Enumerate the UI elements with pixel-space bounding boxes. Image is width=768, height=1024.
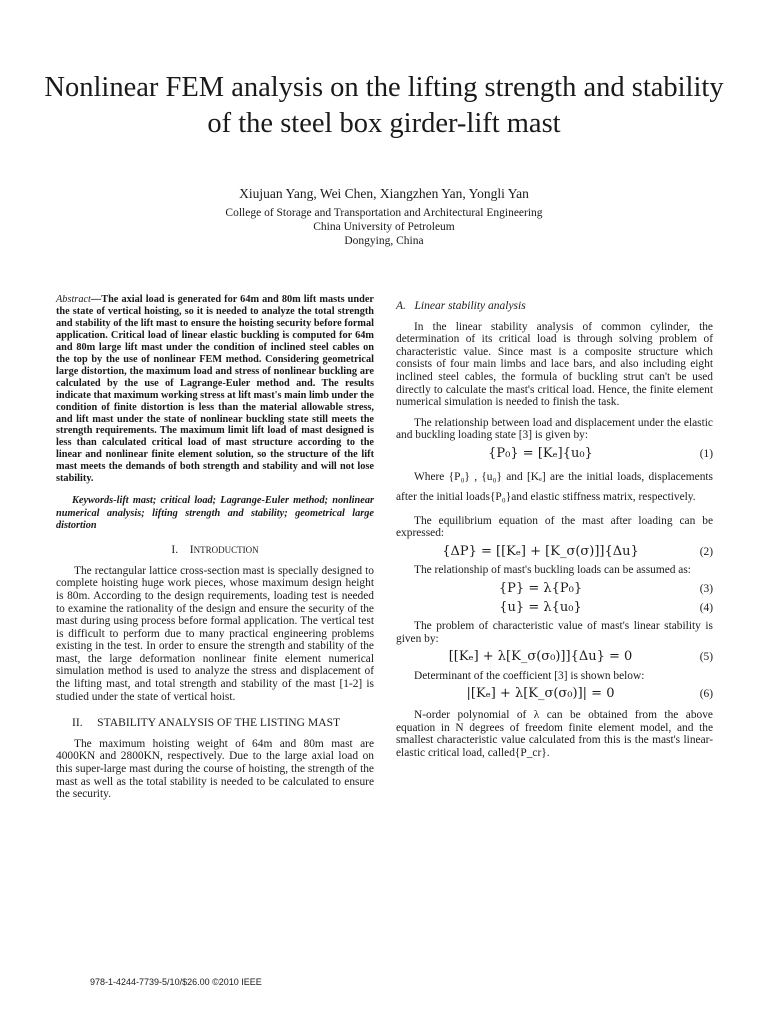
equation-1 xyxy=(396,445,713,461)
left-column xyxy=(56,294,374,801)
section-number: I. xyxy=(171,543,179,557)
body-paragraph: The problem of characteristic value of mast's linear stability is given by: xyxy=(396,620,713,645)
copyright-footer: 978-1-4244-7739-5/10/$26.00 ©2010 IEEE xyxy=(90,977,262,987)
equation-number: (4) xyxy=(699,601,713,614)
equation-expression: {P} = λ{P₀} xyxy=(498,580,583,596)
text-run: , xyxy=(469,470,482,483)
body-paragraph: The equilibrium equation of the mast after loading can be expressed: xyxy=(396,514,713,540)
equation-5 xyxy=(396,651,713,664)
math-inline: {P₀} xyxy=(448,470,470,483)
text-run: and xyxy=(501,470,527,483)
keywords: Keywords-lift mast; critical load; Lagrange-Euler method; nonlinear numerical analysis; lifting strength and stability; geometrical large distortion xyxy=(56,495,374,531)
paper-title: Nonlinear FEM analysis on the lifting strength and stability of the steel box girder-lift mast xyxy=(44,72,724,139)
author-list: Xiujuan Yang, Wei Chen, Xiangzhen Yan, Yongli Yan xyxy=(239,186,529,201)
equation-expression: [[Kₑ] + λ[K_σ(σ₀)]]{Δu} = 0 xyxy=(448,649,633,665)
right-column xyxy=(396,300,713,759)
affiliation-line: China University of Petroleum xyxy=(313,221,455,233)
equation-4 xyxy=(396,599,713,615)
section-number: II. xyxy=(72,716,83,730)
introduction-paragraph: The rectangular lattice cross-section mast is specially designed to complete hoisting huge work pieces, whose maximum design height is 80m. According to the design requirements, loading test is needed to examine the rationality of the design and ensure the security of the mast during using process before formal application. The vertical test is difficult to perform due to many practical engineering problems existing in the test. In order to ensure the strength and stability of the mast, the large deformation nonlinear finite element numerical simulation method is used to analyze the stress and displacement of the lifting mast, and total strength and stability of the mast [1-2] is studied under the state of vertical hoist. xyxy=(56,564,374,703)
affiliation-line: Dongying, China xyxy=(344,235,424,247)
abstract xyxy=(56,294,374,485)
equation-number: (2) xyxy=(699,545,713,558)
math-inline: [Kₑ] xyxy=(526,470,546,483)
body-paragraph: The relationship of mast's buckling loads can be assumed as: xyxy=(414,564,691,577)
section-initial: I xyxy=(189,543,194,557)
abstract-label: Abstract xyxy=(56,294,91,305)
affiliation-line: College of Storage and Transportation and Architectural Engineering xyxy=(225,207,543,219)
math-inline: {P₀} xyxy=(489,490,512,503)
body-paragraph: In the linear stability analysis of common cylinder, the determination of its critical load is through solving problem of characteristic value. Since mast is a composite structure which consists of four main limbs and lace bars, and also including eight inclined steel cables, the formula of buckling strut can't be used directly to calculate the mast's critical load. Hence, the finite element numerical simulation is needed to finish the task. xyxy=(396,320,713,409)
equation-number: (1) xyxy=(699,447,713,460)
subsection-title: Linear stability analysis xyxy=(414,300,526,312)
equation-number: (6) xyxy=(699,688,713,701)
body-paragraph: Determinant of the coefficient [3] is shown below: xyxy=(414,669,645,682)
stability-paragraph: The maximum hoisting weight of 64m and 80m mast are 4000KN and 2800KN, respectively. Due to the large axial load on this super-large mast during the course of hoisting, the strength of the mast as well as the total stability is needed to be calculated to ensure the security. xyxy=(56,737,374,801)
equation-number: (3) xyxy=(699,582,713,595)
text-run: can be obtained from the above equation in N degrees of freedom finite element model, and the smallest characteristic value calculated from this is the mast's linear-elastic critical load, called xyxy=(396,709,713,759)
section-heading-introduction xyxy=(56,544,374,557)
body-paragraph xyxy=(396,709,713,759)
text-run: N-order polynomial of xyxy=(414,709,534,722)
text-run: and elastic stiffness matrix, respectively. xyxy=(511,490,696,503)
body-paragraph xyxy=(396,467,713,507)
body-paragraph: The relationship between load and displacement under the elastic and buckling loading state [3] is given by: xyxy=(396,416,713,442)
equation-expression: |[Kₑ] + λ[K_σ(σ₀)]| = 0 xyxy=(466,686,615,702)
section-title-rest: NTRODUCTION xyxy=(193,545,259,556)
equation-number: (5) xyxy=(699,651,713,664)
abstract-dash: — xyxy=(90,294,102,305)
subsection-heading xyxy=(396,300,713,313)
equation-2 xyxy=(396,543,713,559)
math-inline: λ xyxy=(533,709,540,722)
equation-6 xyxy=(396,688,713,701)
text-run: Where xyxy=(414,470,449,483)
section-title: STABILITY ANALYSIS OF THE LISTING MAST xyxy=(97,716,341,730)
section-heading-stability xyxy=(56,717,374,730)
text-run: are the initial loads, displacements after the initial loads xyxy=(396,470,713,503)
affiliation xyxy=(0,206,768,248)
equation-expression: {ΔP} = [[Kₑ] + [K_σ(σ)]]{Δu} xyxy=(442,543,639,559)
equation-3 xyxy=(396,580,713,596)
text-run: . xyxy=(546,746,550,759)
abstract-text: The axial load is generated for 64m and 80m lift masts under the state of vertical hoisting, so it is needed to analyze the total strength and stability of the lift mast to ensure the hoisting security before formal application. Critical load of linear elastic buckling is computed for 64m and 80m large lift mast under the condition of inclined steel cables on the top by the use of nonlinear FEM method. Considering geometrical large distortion, the maximum load and stress of nonlinear buckling are calculated by the use of Lagrange-Euler method and. The results indicate that maximum working stress at lift mast's main limb under the condition of finite distortion is less than the material allowable stress, and lift mast under the state of nonlinear buckling state still meets the strength requirements. The maximum limit lift load of mast designed is less than calculated critical load of mast structure according to the linear and nonlinear finite element solution, so the structure of the lift mast meets the demands of both strength and stability and will not lose stability. xyxy=(56,294,374,485)
equation-expression: {P₀} = [Kₑ]{u₀} xyxy=(488,445,593,461)
math-inline: {P_cr} xyxy=(514,746,547,759)
subsection-label: A. xyxy=(396,300,406,312)
equation-expression: {u} = λ{u₀} xyxy=(499,599,582,615)
math-inline: {u₀} xyxy=(481,470,502,483)
